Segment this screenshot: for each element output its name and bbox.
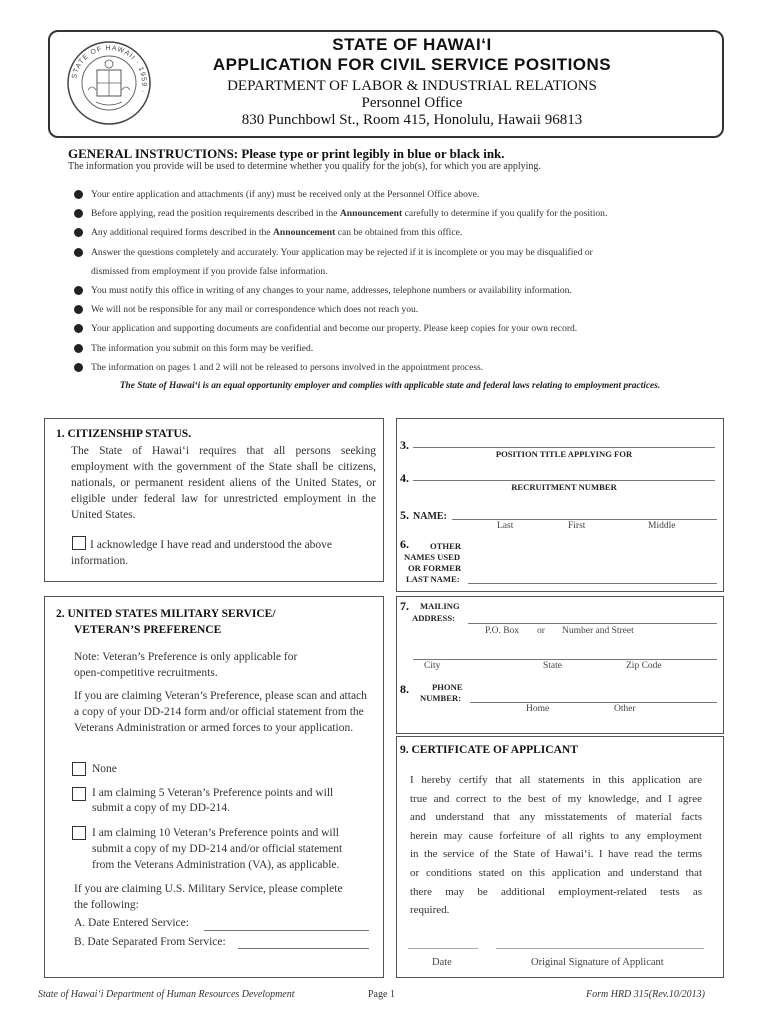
instructions-intro: The information you provide will be used to determine whether you qualify for the job(s), for which you are applying. <box>68 161 541 172</box>
field-number: 8. <box>400 682 409 696</box>
home-phone-label: Home <box>526 704 550 714</box>
middle-name-label: Middle <box>648 521 676 531</box>
bullet-icon <box>74 305 83 314</box>
position-title-label: POSITION TITLE APPLYING FOR <box>495 449 633 459</box>
citizenship-text: The State of Hawai‘i requires that all persons seeking employment with the government of the State shall be citizens, nationals, or permanent resident aliens of the United States, or eligible under federal law for unrestricted employment in the United States. <box>71 445 376 521</box>
citizenship-ack-checkbox[interactable] <box>72 536 86 550</box>
citizenship-ack-label-continued: information. <box>71 555 129 567</box>
po-box-label: P.O. Box <box>485 626 520 636</box>
recruitment-number-label: RECRUITMENT NUMBER <box>511 482 617 492</box>
other-names-label: OR FORMER <box>408 563 462 573</box>
military-service-text-continued: the following: <box>74 899 139 911</box>
veteran-claim-text: If you are claiming Veteran’s Preference, please scan and attach a copy of your DD-214 form and/or official statement from the Veterans Administration or armed forces to your application. <box>74 690 367 734</box>
veteran-note: Note: Veteran’s Preference is only applicable for <box>74 651 298 663</box>
recruitment-number-input[interactable] <box>413 480 715 481</box>
mailing-address-label: ADDRESS: <box>412 613 455 623</box>
bullet-icon <box>74 363 83 372</box>
equal-opportunity-statement: The State of Hawai‘i is an equal opportunity employer and complies with applicable state and federal laws relating to employment practices. <box>119 381 661 391</box>
veteran-10-points-label: I am claiming 10 Veteran’s Preference points and will <box>92 827 339 839</box>
veteran-heading: 2. UNITED STATES MILITARY SERVICE/ <box>56 608 276 620</box>
other-names-label: NAMES USED <box>404 552 461 562</box>
city-state-zip-input[interactable] <box>413 659 717 660</box>
state-seal-icon <box>66 40 152 126</box>
veteran-note-continued: open-competitive recruitments. <box>74 667 218 679</box>
military-service-text: If you are claiming U.S. Military Service, please complete <box>74 883 343 895</box>
office-address: 830 Punchbowl St., Room 415, Honolulu, Hawaii 96813 <box>241 112 583 128</box>
phone-input[interactable] <box>470 702 717 703</box>
other-phone-label: Other <box>614 704 636 714</box>
date-entered-input[interactable] <box>204 930 369 931</box>
certificate-text: I hereby certify that all statements in this application are true and correct to the best of my knowledge, and I agree and understand that any misstatements of material facts herein may cause forfeiture of all rights to any employment in the service of the State of Hawai‘i. I have read the terms or conditions stated on this application and understand that there may be additional employment-related tests as required. <box>410 774 702 917</box>
date-signed-input[interactable] <box>408 948 478 949</box>
bullet-icon <box>74 286 83 295</box>
footer-form-number: Form HRD 315(Rev.10/2013) <box>586 989 705 1000</box>
seal-text: STATE OF HAWAII · 1959 · <box>71 44 148 95</box>
date-separated-label: B. Date Separated From Service: <box>74 936 226 948</box>
veteran-10-points-checkbox[interactable] <box>72 826 86 840</box>
other-names-label: LAST NAME: <box>406 574 460 584</box>
veteran-5-points-label-continued: submit a copy of my DD-214. <box>92 802 230 814</box>
citizenship-ack-label: I acknowledge I have read and understood the above <box>90 539 333 551</box>
bullet-icon <box>74 344 83 353</box>
date-separated-input[interactable] <box>238 948 369 949</box>
veteran-none-checkbox[interactable] <box>72 762 86 776</box>
field-number: 3. <box>400 438 409 452</box>
certificate-heading: 9. CERTIFICATE OF APPLICANT <box>400 744 578 756</box>
last-name-label: Last <box>497 521 514 531</box>
title-application: APPLICATION FOR CIVIL SERVICE POSITIONS <box>212 55 612 74</box>
instructions-heading: GENERAL INSTRUCTIONS: Please type or print legibly in blue or black ink. <box>68 146 505 161</box>
name-input[interactable] <box>452 519 717 520</box>
date-label: Date <box>432 957 452 968</box>
phone-label: PHONE <box>432 682 463 692</box>
field-number: 4. <box>400 471 409 485</box>
number-street-label: Number and Street <box>562 626 634 636</box>
veteran-10-points-label-continued: submit a copy of my DD-214 and/or official statement <box>92 843 343 855</box>
phone-label: NUMBER: <box>420 693 462 703</box>
mailing-address-input[interactable] <box>468 623 717 624</box>
signature-label: Original Signature of Applicant <box>531 957 664 968</box>
zip-label: Zip Code <box>626 661 662 671</box>
position-title-input[interactable] <box>413 447 715 448</box>
department-name: DEPARTMENT OF LABOR & INDUSTRIAL RELATIONS <box>227 78 597 94</box>
bullet-icon <box>74 324 83 333</box>
office-name: Personnel Office <box>361 95 463 111</box>
field-number: 7. <box>400 599 409 613</box>
name-label: NAME: <box>413 511 447 522</box>
veteran-5-points-label: I am claiming 5 Veteran’s Preference points and will <box>92 787 334 799</box>
veteran-5-points-checkbox[interactable] <box>72 787 86 801</box>
city-label: City <box>424 661 441 671</box>
other-names-input[interactable] <box>468 583 717 584</box>
footer-page-number: Page 1 <box>368 989 395 1000</box>
other-names-label: OTHER <box>430 541 462 551</box>
citizenship-heading: 1. CITIZENSHIP STATUS. <box>56 428 192 440</box>
signature-input[interactable] <box>496 948 704 949</box>
state-label: State <box>543 661 562 671</box>
date-entered-label: A. Date Entered Service: <box>74 917 189 929</box>
mailing-address-label: MAILING <box>420 601 460 611</box>
title-state: STATE OF HAWAI‘I <box>332 35 492 54</box>
veteran-10-points-label-continued: from the Veterans Administration (VA), as applicable. <box>92 859 340 871</box>
footer-agency: State of Hawai‘i Department of Human Resources Development <box>38 989 295 1000</box>
bullet-icon <box>74 248 83 257</box>
field-number: 6. <box>400 537 409 551</box>
veteran-none-label: None <box>92 763 117 775</box>
bullet-icon <box>74 190 83 199</box>
field-number: 5. <box>400 508 409 522</box>
veteran-heading-continued: VETERAN’S PREFERENCE <box>74 624 222 636</box>
first-name-label: First <box>568 521 586 531</box>
bullet-icon <box>74 209 83 218</box>
bullet-icon <box>74 228 83 237</box>
or-label: or <box>537 626 545 636</box>
